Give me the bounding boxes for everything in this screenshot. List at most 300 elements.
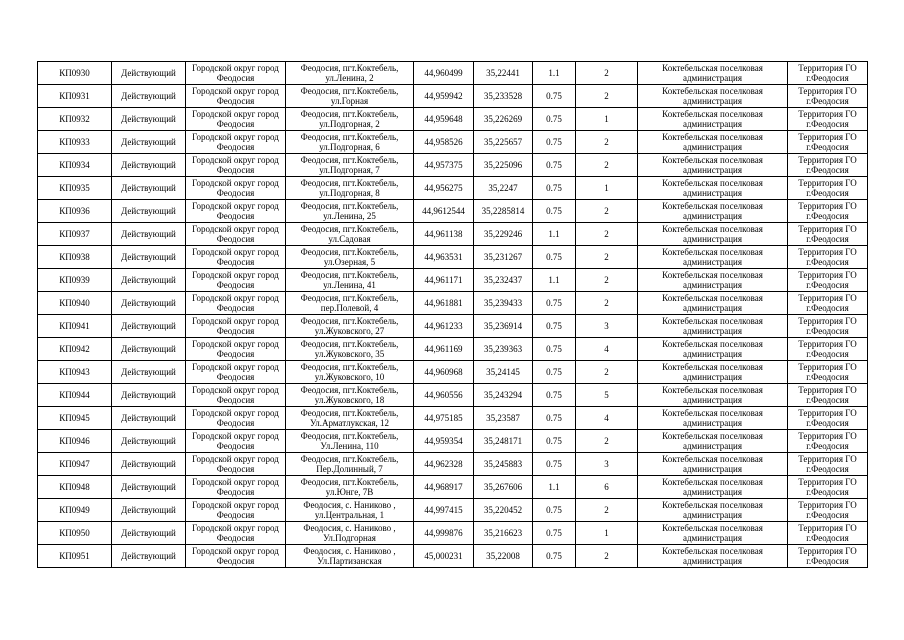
owner-cell [638,545,788,568]
territory-cell-line: Территория ГО [798,154,857,165]
district-cell [186,246,286,269]
district-cell [186,154,286,177]
territory-cell-line: г.Феодосия [806,395,849,405]
territory-cell [788,246,868,269]
latitude-cell: 44,962328 [414,453,474,476]
area-cell: 1.1 [533,476,576,499]
latitude-cell: 44,961171 [414,269,474,292]
point-id-cell: КП0949 [38,499,112,522]
owner-cell-line: администрация [682,556,743,566]
longitude-cell: 35,229246 [474,223,533,246]
longitude-cell: 35,24145 [474,361,533,384]
status-cell: Действующий [112,499,186,522]
address-cell [286,338,414,361]
territory-cell [788,476,868,499]
table-row [38,453,868,476]
district-cell [186,85,286,108]
owner-cell-line: администрация [682,234,743,244]
district-cell-line: Феодосия [216,119,255,129]
territory-cell [788,338,868,361]
table-row [38,269,868,292]
longitude-cell: 35,22441 [474,62,533,85]
territory-cell [788,315,868,338]
district-cell-line: Феодосия [216,464,255,474]
area-cell: 1.1 [533,223,576,246]
district-cell-line: Городской округ город [192,177,279,188]
owner-cell-line: администрация [682,487,743,497]
longitude-cell: 35,225096 [474,154,533,177]
container-count-cell: 2 [576,246,638,269]
territory-cell-line: г.Феодосия [806,349,849,359]
address-cell-line: Феодосия, пгт.Коктебель, [300,269,399,280]
table-row [38,246,868,269]
longitude-cell: 35,239363 [474,338,533,361]
address-cell-line: ул.Подгорная, 8 [319,188,380,198]
territory-cell-line: г.Феодосия [806,280,849,290]
address-cell-line: Ул.Ленина, 110 [320,441,379,451]
area-cell: 0.75 [533,499,576,522]
address-cell [286,269,414,292]
district-cell-line: Городской округ город [192,315,279,326]
address-cell-line: Ул.Подгорная [323,533,376,543]
latitude-cell: 44,959648 [414,108,474,131]
container-count-cell: 2 [576,62,638,85]
territory-cell-line: Территория ГО [798,85,857,96]
status-cell: Действующий [112,384,186,407]
address-cell-line: Феодосия, пгт.Коктебель, [300,85,399,96]
point-id-cell: КП0938 [38,246,112,269]
owner-cell [638,269,788,292]
owner-cell-line: администрация [682,418,743,428]
address-cell-line: Пер.Долинный, 7 [316,464,383,474]
district-cell-line: Городской округ город [192,453,279,464]
container-count-cell: 4 [576,407,638,430]
territory-cell [788,453,868,476]
district-cell-line: Феодосия [216,510,255,520]
point-id-cell: КП0939 [38,269,112,292]
district-cell-line: Феодосия [216,326,255,336]
area-cell: 0.75 [533,292,576,315]
longitude-cell: 35,239433 [474,292,533,315]
address-cell-line: ул.Жуковского, 10 [314,372,385,382]
registry-table-body [38,62,868,568]
owner-cell-line: администрация [682,464,743,474]
district-cell-line: Городской округ город [192,499,279,510]
owner-cell-line: Коктебельская поселковая [662,269,763,280]
owner-cell-line: Коктебельская поселковая [662,453,763,464]
area-cell: 0.75 [533,545,576,568]
territory-cell [788,62,868,85]
address-cell-line: Феодосия, с. Наниково , [303,522,396,533]
address-cell [286,499,414,522]
address-cell-line: Феодосия, пгт.Коктебель, [300,338,399,349]
address-cell-line: Феодосия, с. Наниково , [303,545,396,556]
owner-cell-line: администрация [682,119,743,129]
territory-cell-line: Территория ГО [798,338,857,349]
owner-cell [638,131,788,154]
status-cell: Действующий [112,407,186,430]
territory-cell-line: Территория ГО [798,476,857,487]
longitude-cell: 35,2285814 [474,200,533,223]
owner-cell-line: Коктебельская поселковая [662,246,763,257]
point-id-cell: КП0946 [38,430,112,453]
owner-cell-line: администрация [682,165,743,175]
territory-cell [788,223,868,246]
container-count-cell: 2 [576,361,638,384]
territory-cell [788,200,868,223]
address-cell-line: ул.Юнге, 7В [325,487,374,497]
owner-cell-line: Коктебельская поселковая [662,338,763,349]
area-cell: 0.75 [533,453,576,476]
owner-cell-line: администрация [682,96,743,106]
territory-cell-line: Территория ГО [798,246,857,257]
table-row [38,292,868,315]
territory-cell [788,131,868,154]
district-cell-line: Феодосия [216,487,255,497]
territory-cell-line: Территория ГО [798,361,857,372]
area-cell: 0.75 [533,522,576,545]
territory-cell [788,407,868,430]
address-cell-line: ул.Жуковского, 35 [314,349,385,359]
district-cell [186,315,286,338]
table-row [38,200,868,223]
territory-cell-line: г.Феодосия [806,487,849,497]
territory-cell-line: Территория ГО [798,108,857,119]
district-cell [186,338,286,361]
territory-cell-line: г.Феодосия [806,257,849,267]
point-id-cell: КП0936 [38,200,112,223]
address-cell-line: Феодосия, пгт.Коктебель, [300,361,399,372]
latitude-cell: 44,961169 [414,338,474,361]
territory-cell-line: Территория ГО [798,522,857,533]
table-row [38,430,868,453]
district-cell [186,407,286,430]
latitude-cell: 44,956275 [414,177,474,200]
area-cell: 0.75 [533,338,576,361]
address-cell [286,430,414,453]
territory-cell-line: г.Феодосия [806,556,849,566]
territory-cell-line: Территория ГО [798,292,857,303]
territory-cell-line: г.Феодосия [806,418,849,428]
address-cell [286,223,414,246]
owner-cell-line: Коктебельская поселковая [662,131,763,142]
address-cell-line: Феодосия, пгт.Коктебель, [300,246,399,257]
address-cell-line: ул.Озерная, 5 [323,257,376,267]
address-cell [286,522,414,545]
territory-cell [788,154,868,177]
address-cell [286,200,414,223]
address-cell-line: ул.Подгорная, 7 [319,165,380,175]
address-cell [286,177,414,200]
owner-cell [638,499,788,522]
area-cell: 0.75 [533,246,576,269]
longitude-cell: 35,225657 [474,131,533,154]
address-cell [286,315,414,338]
owner-cell-line: Коктебельская поселковая [662,384,763,395]
address-cell [286,292,414,315]
status-cell: Действующий [112,200,186,223]
status-cell: Действующий [112,85,186,108]
point-id-cell: КП0945 [38,407,112,430]
owner-cell-line: Коктебельская поселковая [662,315,763,326]
district-cell-line: Городской округ город [192,292,279,303]
address-cell-line: Феодосия, пгт.Коктебель, [300,177,399,188]
table-row [38,476,868,499]
container-count-cell: 2 [576,154,638,177]
status-cell: Действующий [112,131,186,154]
district-cell-line: Городской округ город [192,361,279,372]
area-cell: 0.75 [533,407,576,430]
address-cell-line: Феодосия, пгт.Коктебель, [300,108,399,119]
address-cell-line: Феодосия, пгт.Коктебель, [300,407,399,418]
district-cell [186,131,286,154]
container-count-cell: 2 [576,499,638,522]
district-cell-line: Городской округ город [192,223,279,234]
territory-cell-line: Территория ГО [798,545,857,556]
point-id-cell: КП0940 [38,292,112,315]
area-cell: 0.75 [533,315,576,338]
district-cell [186,269,286,292]
latitude-cell: 44,959942 [414,85,474,108]
owner-cell [638,108,788,131]
registry-table [37,61,868,568]
district-cell [186,108,286,131]
address-cell-line: Ул.Партизанская [317,556,382,566]
address-cell-line: Феодосия, с. Наниково , [303,499,396,510]
area-cell: 1.1 [533,62,576,85]
container-count-cell: 3 [576,315,638,338]
territory-cell-line: г.Феодосия [806,142,849,152]
latitude-cell: 44,9612544 [414,200,474,223]
district-cell-line: Феодосия [216,73,255,83]
territory-cell [788,384,868,407]
area-cell: 0.75 [533,361,576,384]
latitude-cell: 44,959354 [414,430,474,453]
latitude-cell: 44,957375 [414,154,474,177]
district-cell [186,522,286,545]
territory-cell-line: г.Феодосия [806,510,849,520]
address-cell [286,545,414,568]
address-cell [286,453,414,476]
latitude-cell: 44,960968 [414,361,474,384]
status-cell: Действующий [112,430,186,453]
owner-cell-line: Коктебельская поселковая [662,361,763,372]
point-id-cell: КП0932 [38,108,112,131]
point-id-cell: КП0931 [38,85,112,108]
status-cell: Действующий [112,338,186,361]
status-cell: Действующий [112,522,186,545]
latitude-cell: 44,961233 [414,315,474,338]
district-cell-line: Феодосия [216,211,255,221]
address-cell-line: Феодосия, пгт.Коктебель, [300,131,399,142]
area-cell: 0.75 [533,200,576,223]
longitude-cell: 35,245883 [474,453,533,476]
latitude-cell: 44,963531 [414,246,474,269]
latitude-cell: 44,960499 [414,62,474,85]
territory-cell-line: Территория ГО [798,453,857,464]
container-count-cell: 2 [576,292,638,315]
territory-cell-line: Территория ГО [798,200,857,211]
district-cell-line: Городской округ город [192,545,279,556]
container-count-cell: 2 [576,85,638,108]
point-id-cell: КП0933 [38,131,112,154]
district-cell-line: Городской округ город [192,62,279,73]
longitude-cell: 35,231267 [474,246,533,269]
district-cell-line: Феодосия [216,303,255,313]
container-count-cell: 6 [576,476,638,499]
latitude-cell: 44,975185 [414,407,474,430]
address-cell-line: Феодосия, пгт.Коктебель, [300,292,399,303]
status-cell: Действующий [112,545,186,568]
table-row [38,108,868,131]
longitude-cell: 35,23587 [474,407,533,430]
address-cell [286,85,414,108]
owner-cell [638,407,788,430]
area-cell: 0.75 [533,177,576,200]
table-row [38,223,868,246]
latitude-cell: 45,000231 [414,545,474,568]
address-cell-line: ул.Ленина, 41 [323,280,376,290]
table-row [38,62,868,85]
district-cell-line: Городской округ город [192,338,279,349]
point-id-cell: КП0934 [38,154,112,177]
latitude-cell: 44,961138 [414,223,474,246]
address-cell-line: ул.Ленина, 25 [323,211,376,221]
status-cell: Действующий [112,453,186,476]
territory-cell-line: Территория ГО [798,384,857,395]
owner-cell [638,154,788,177]
container-count-cell: 4 [576,338,638,361]
owner-cell-line: Коктебельская поселковая [662,292,763,303]
address-cell [286,361,414,384]
status-cell: Действующий [112,154,186,177]
district-cell-line: Городской округ город [192,200,279,211]
owner-cell-line: администрация [682,188,743,198]
owner-cell-line: Коктебельская поселковая [662,407,763,418]
area-cell: 1.1 [533,269,576,292]
address-cell-line: пер.Полевой, 4 [320,303,379,313]
status-cell: Действующий [112,292,186,315]
owner-cell-line: Коктебельская поселковая [662,522,763,533]
owner-cell-line: администрация [682,533,743,543]
longitude-cell: 35,216623 [474,522,533,545]
latitude-cell: 44,997415 [414,499,474,522]
owner-cell [638,292,788,315]
owner-cell [638,430,788,453]
owner-cell-line: Коктебельская поселковая [662,545,763,556]
territory-cell-line: Территория ГО [798,131,857,142]
district-cell-line: Феодосия [216,395,255,405]
table-row [38,361,868,384]
territory-cell-line: Территория ГО [798,223,857,234]
district-cell-line: Городской округ город [192,246,279,257]
territory-cell [788,499,868,522]
owner-cell [638,177,788,200]
district-cell-line: Городской округ город [192,407,279,418]
territory-cell-line: г.Феодосия [806,441,849,451]
territory-cell-line: г.Феодосия [806,188,849,198]
owner-cell-line: администрация [682,510,743,520]
status-cell: Действующий [112,62,186,85]
longitude-cell: 35,22008 [474,545,533,568]
owner-cell [638,453,788,476]
territory-cell [788,545,868,568]
container-count-cell: 2 [576,223,638,246]
point-id-cell: КП0941 [38,315,112,338]
territory-cell-line: г.Феодосия [806,533,849,543]
container-count-cell: 1 [576,108,638,131]
longitude-cell: 35,220452 [474,499,533,522]
table-row [38,177,868,200]
address-cell [286,108,414,131]
container-count-cell: 1 [576,177,638,200]
territory-cell [788,177,868,200]
point-id-cell: КП0935 [38,177,112,200]
owner-cell-line: Коктебельская поселковая [662,108,763,119]
owner-cell-line: администрация [682,280,743,290]
owner-cell [638,223,788,246]
territory-cell-line: г.Феодосия [806,73,849,83]
longitude-cell: 35,267606 [474,476,533,499]
address-cell-line: Феодосия, пгт.Коктебель, [300,430,399,441]
district-cell [186,177,286,200]
table-row [38,522,868,545]
district-cell [186,223,286,246]
owner-cell-line: Коктебельская поселковая [662,476,763,487]
address-cell-line: ул.Подгорная, 2 [319,119,380,129]
owner-cell-line: Коктебельская поселковая [662,200,763,211]
table-row [38,338,868,361]
latitude-cell: 44,958526 [414,131,474,154]
address-cell [286,154,414,177]
point-id-cell: КП0950 [38,522,112,545]
point-id-cell: КП0951 [38,545,112,568]
owner-cell-line: Коктебельская поселковая [662,85,763,96]
owner-cell [638,476,788,499]
district-cell [186,430,286,453]
area-cell: 0.75 [533,384,576,407]
district-cell-line: Феодосия [216,441,255,451]
longitude-cell: 35,226269 [474,108,533,131]
district-cell-line: Феодосия [216,280,255,290]
area-cell: 0.75 [533,430,576,453]
point-id-cell: КП0948 [38,476,112,499]
district-cell [186,361,286,384]
territory-cell-line: г.Феодосия [806,372,849,382]
owner-cell [638,200,788,223]
address-cell-line: Феодосия, пгт.Коктебель, [300,200,399,211]
container-count-cell: 2 [576,131,638,154]
territory-cell-line: г.Феодосия [806,211,849,221]
address-cell-line: ул.Ленина, 2 [325,73,374,83]
point-id-cell: КП0942 [38,338,112,361]
district-cell-line: Феодосия [216,234,255,244]
district-cell-line: Феодосия [216,556,255,566]
address-cell-line: Феодосия, пгт.Коктебель, [300,476,399,487]
owner-cell [638,315,788,338]
point-id-cell: КП0944 [38,384,112,407]
owner-cell-line: администрация [682,326,743,336]
owner-cell [638,62,788,85]
district-cell-line: Феодосия [216,418,255,428]
territory-cell-line: Территория ГО [798,177,857,188]
table-row [38,154,868,177]
owner-cell-line: администрация [682,372,743,382]
address-cell-line: Феодосия, пгт.Коктебель, [300,154,399,165]
address-cell-line: ул.Горная [330,96,369,106]
status-cell: Действующий [112,177,186,200]
table-row [38,131,868,154]
